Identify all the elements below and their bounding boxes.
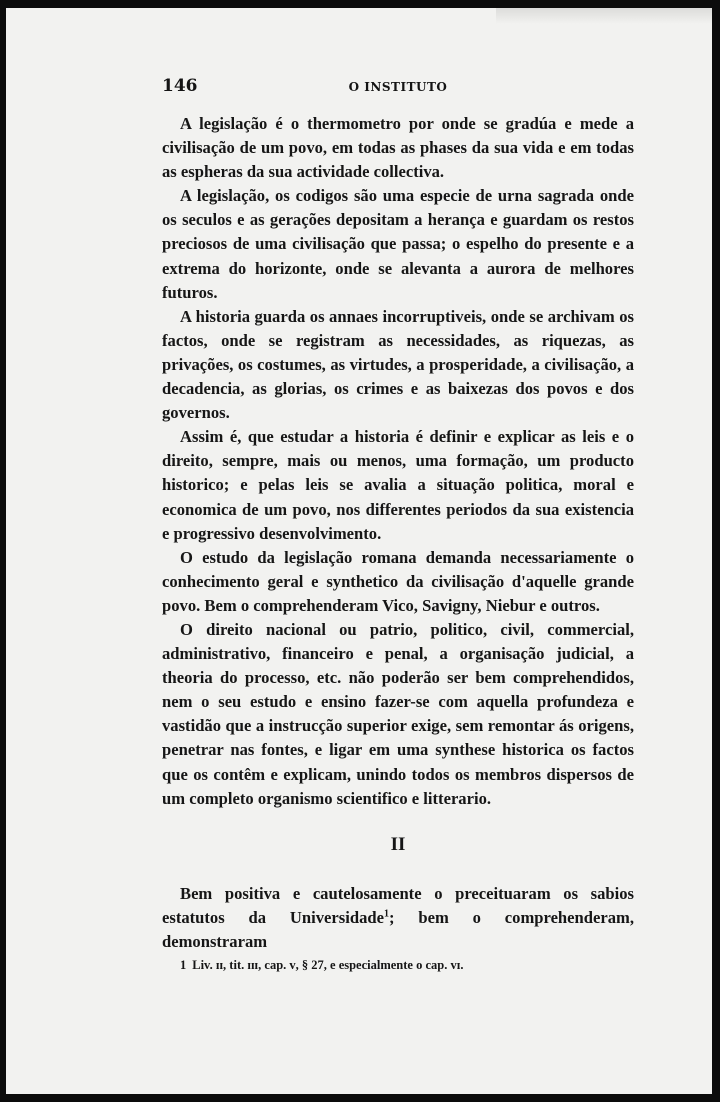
footnote-text: Liv. ɪɪ, tit. ɪɪɪ, cap. ᴠ, § 27, e especialmente o cap. ᴠɪ. <box>192 958 464 972</box>
paragraph: A historia guarda os annaes incorruptiveis, onde se archivam os factos, onde se registram as necessidades, as riquezas, as privações, os costumes, as virtudes, a prosperidade, a civilisação, a decadencia, as glorias, os crimes e as baixezas dos povos e dos governos. <box>162 306 634 423</box>
page-header <box>162 76 634 102</box>
paragraph-start: Bem positiva e cautelosamente o preceituaram os sabios estatutos da Universidade <box>162 884 634 928</box>
paragraph: A legislação, os codigos são uma especie de urna sagrada onde os seculos e as gerações depositam a herança e guardam os restos preciosos de uma civilisação que passa; o espelho do presente e a extrema do horizonte, onde se alevanta a aurora de melhores futuros. <box>162 186 634 302</box>
paragraph: O direito nacional ou patrio, politico, civil, commercial, administrativo, financeiro e penal, a organisação judicial, a theoria do processo, etc. não poderão ser bem comprehendidos, nem o seu estudo e ensino fazer-se com aquella profundeza e vastidão que a instrucção superior exige, sem remontar ás origens, penetrar nas fontes, e ligar em uma synthese historica os factos que os contêm e explicam, unindo todos os membros dispersos de um completo organismo scientifico e litterario. <box>162 619 634 808</box>
page-number: 146 <box>162 76 198 96</box>
footnote-reference[interactable]: 1 <box>383 908 389 920</box>
footnote-marker: 1 <box>180 958 187 972</box>
section-heading: II <box>390 834 406 855</box>
running-title: O INSTITUTO <box>348 80 448 94</box>
footnote <box>180 958 634 973</box>
paragraph: O estudo da legislação romana demanda necessariamente o conhecimento geral e synthetico da civilisação d'aquelle grande povo. Bem o comprehenderam Vico, Savigny, Niebur e outros. <box>162 547 634 615</box>
paragraph-end: ; bem o comprehenderam, demonstraram <box>162 908 634 952</box>
main-text <box>162 112 634 811</box>
paragraph: A legislação é o thermometro por onde se gradúa e mede a civilisação de um povo, em todas as phases da sua vida e em todas as espheras da sua actividade collectiva. <box>162 114 634 182</box>
section-text <box>162 882 634 954</box>
paragraph: Assim é, que estudar a historia é definir e explicar as leis e o direito, sempre, mais ou menos, uma formação, um producto historico; e pelas leis se avalia a situação politica, moral e economica de um povo, nos differentes periodos da sua existencia e progressivo desenvolvimento. <box>162 427 634 543</box>
sheet-edge <box>496 8 712 24</box>
page <box>6 8 712 1094</box>
paragraph <box>162 882 634 954</box>
